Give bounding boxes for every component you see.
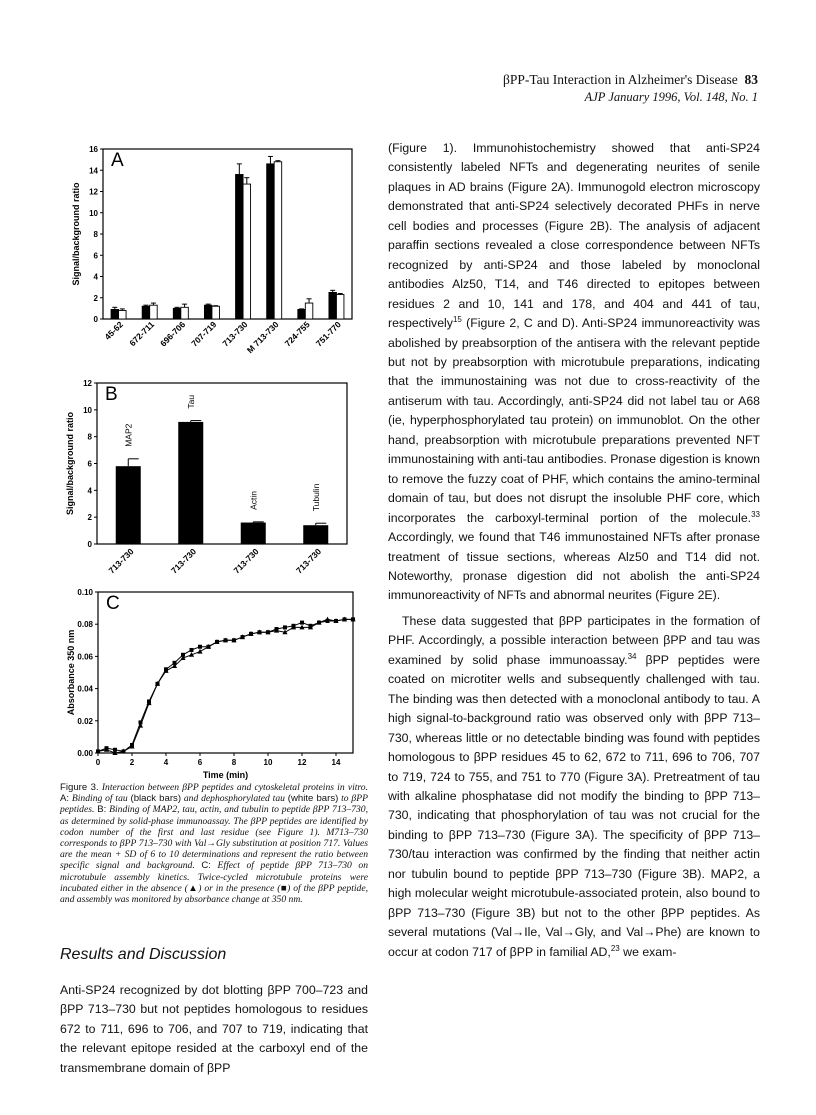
y-tick-label: 6 xyxy=(93,251,98,261)
bar xyxy=(116,466,141,544)
x-tick-label: 45-62 xyxy=(102,319,125,342)
bar xyxy=(142,306,150,319)
bar xyxy=(274,162,282,319)
y-tick-label: 10 xyxy=(89,208,98,218)
square-marker xyxy=(139,720,143,724)
x-tick-label: 713-730 xyxy=(220,319,250,349)
square-marker xyxy=(190,648,194,652)
section-heading: Results and Discussion xyxy=(60,946,227,963)
x-tick-label: 713-730 xyxy=(231,546,261,576)
y-tick-label: 6 xyxy=(87,459,92,469)
x-tick-label: 696-706 xyxy=(158,319,188,349)
x-tick-label: 6 xyxy=(197,758,203,767)
caption-panel-c: C: xyxy=(201,860,211,872)
square-marker xyxy=(258,630,262,634)
square-marker xyxy=(351,617,355,621)
caption-panel-b: B: xyxy=(97,804,107,816)
panel-label: A xyxy=(111,150,124,171)
y-tick-label: 0.02 xyxy=(77,716,93,726)
square-marker xyxy=(147,699,151,703)
x-tick-label: 12 xyxy=(297,758,307,767)
paragraph: Anti-SP24 recognized by dot blotting βPP 700–723 and βPP 713–730 but not peptides homologous to residues 672 to 711, 696 to 706, and 707 to 719, indicating that the relevant epitope resided at the carboxyl end of the transmembrane domain of βPP xyxy=(60,983,368,1075)
y-tick-label: 0.00 xyxy=(77,749,93,758)
square-marker xyxy=(105,746,109,750)
left-column-text xyxy=(60,981,368,1078)
y-tick-label: 8 xyxy=(87,432,92,442)
citation: 34 xyxy=(627,651,637,661)
square-marker xyxy=(300,621,304,625)
bar xyxy=(236,175,244,320)
y-tick-label: 0.10 xyxy=(77,588,93,597)
page-number: 83 xyxy=(744,72,758,87)
y-tick-label: 0 xyxy=(93,315,98,324)
square-marker xyxy=(181,653,185,657)
citation: 33 xyxy=(751,509,760,519)
x-tick-label: 672-711 xyxy=(127,319,157,349)
square-marker xyxy=(207,645,211,649)
plot-frame xyxy=(103,149,352,319)
x-tick-label: 751-770 xyxy=(313,319,343,349)
x-tick-label: M 713-730 xyxy=(244,319,281,356)
bar xyxy=(173,308,181,319)
x-tick-label: 2 xyxy=(129,758,135,767)
caption-text: Effect of peptide βPP 713–730 on microtubule assembly kinetics. Twice-cycled microtubule proteins were incubated either in the absence (▲) or in the presence (■) of the βPP peptide, and assembly was monitored by absorbance change at 350 nm. xyxy=(60,860,369,906)
bar xyxy=(303,525,328,544)
square-marker xyxy=(283,625,287,629)
y-axis-label: Signal/background ratio xyxy=(65,411,75,516)
bar xyxy=(181,307,189,319)
square-marker xyxy=(164,667,168,671)
square-marker xyxy=(317,621,321,625)
y-tick-label: 14 xyxy=(89,166,98,176)
y-tick-label: 10 xyxy=(83,405,92,415)
square-marker xyxy=(198,645,202,649)
triangle-marker xyxy=(197,649,202,654)
caption-black-bars: (black bars) xyxy=(130,793,182,805)
panel-label: C xyxy=(106,593,120,614)
bar xyxy=(241,523,266,544)
bar xyxy=(111,309,119,319)
square-marker xyxy=(113,748,117,752)
paragraph xyxy=(388,612,760,962)
caption-text: and dephosphorylated tau xyxy=(183,793,285,805)
y-tick-label: 12 xyxy=(83,379,92,388)
caption-white-bars: (white bars) xyxy=(287,793,339,805)
square-marker xyxy=(232,638,236,642)
caption-text: Binding of tau xyxy=(71,793,128,805)
bar-label: Actin xyxy=(248,490,259,510)
square-marker xyxy=(224,638,228,642)
caption-text: Interaction between βPP peptides and cytoskeletal proteins in vitro. xyxy=(101,782,368,793)
plot-frame xyxy=(98,592,353,753)
x-tick-label: 8 xyxy=(231,758,237,767)
square-marker xyxy=(96,749,100,753)
citation: 15 xyxy=(452,314,462,324)
journal-info: AJP January 1996, Vol. 148, No. 1 xyxy=(584,90,758,104)
right-column-text xyxy=(388,139,760,962)
y-axis-label: Absorbance 350 nm xyxy=(66,629,76,716)
caption-label: Figure 3. xyxy=(60,782,99,793)
bar xyxy=(267,164,275,319)
square-marker xyxy=(241,635,245,639)
citation: 23 xyxy=(610,943,620,953)
running-title: βPP-Tau Interaction in Alzheimer's Disease xyxy=(502,72,738,87)
text: (Figure 2, C and D). Anti-SP24 immunoreactivity was abolished by preabsorption of the antisera with the relevant peptide but not by preabsorption with microtubule preparations, indicating that the immunostaining was not due to cross-reactivity of the antiserum with tau. Accordingly, anti-SP24 did not label tau or A68 (ie, hyperphosphorylated tau protein) on immunoblot. On the other hand, preabsorption with microtubule preparations prevented NFT immunostaining with anti-tau antibodies. Pronase digestion is known to remove the fuzzy coat of PHF, which contains the amino-terminal domain of tau, but does not disrupt the insoluble PHF core, which incorporates the carboxyl-terminal portion of the molecule. xyxy=(388,316,760,525)
square-marker xyxy=(173,661,177,665)
x-tick-label: 0 xyxy=(95,758,101,767)
square-marker xyxy=(334,619,338,623)
y-tick-label: 8 xyxy=(93,230,98,239)
square-marker xyxy=(156,682,160,686)
square-marker xyxy=(275,627,279,631)
y-tick-label: 0.04 xyxy=(77,684,93,694)
bar-label: Tau xyxy=(185,394,196,409)
square-marker xyxy=(215,640,219,644)
bar xyxy=(119,311,127,320)
y-tick-label: 0.06 xyxy=(77,652,93,662)
square-marker xyxy=(292,624,296,628)
panel-label: B xyxy=(105,384,118,405)
square-marker xyxy=(326,619,330,623)
bar xyxy=(298,309,306,319)
text: These data suggested that βPP participates in the formation of PHF. Accordingly, a possible interaction between βPP and tau was examined by solid phase immunoassay. xyxy=(388,613,760,667)
caption-text: Binding of MAP2, tau, actin, and tubulin to peptide βPP 713–730, as determined by solid-phase immunoassay. The βPP peptides are identified by codon number of the first and last residue (see Figure 1). M713–730 corresponds to βPP 713–730 with Val→Gly substitution at position 717. Values are the mean + SD of 6 to 10 determinations and represent the ratio between specific signal and background. xyxy=(60,804,368,872)
caption-panel-a: A: xyxy=(60,793,70,805)
y-tick-label: 12 xyxy=(89,187,98,197)
square-marker xyxy=(266,630,270,634)
bar xyxy=(329,292,337,319)
text: we exam- xyxy=(619,944,677,959)
square-marker xyxy=(130,743,134,747)
y-tick-label: 16 xyxy=(89,145,98,154)
text: (Figure 1). Immunohistochemistry showed that anti-SP24 consistently labeled NFTs and degenerating neurites of senile plaques in AD brains (Figure 2A). Immunogold electron microscopy demonstrated that anti-SP24 selectively decorated PHFs in nerve cell bodies and processes (Figure 2B). The analysis of adjacent paraffin sections revealed a close correspondence between NFTs recognized by anti-SP24 and those labeled by monoclonal antibodies Alz50, T14, and T46 directed to epitopes between residues 2 and 10, 141 and 178, and 404 and 441 of tau, respectively xyxy=(388,141,760,331)
paragraph xyxy=(388,139,760,606)
square-marker xyxy=(122,749,126,753)
square-marker xyxy=(343,617,347,621)
bar xyxy=(204,305,212,319)
x-tick-label: 724-755 xyxy=(282,319,312,349)
bar xyxy=(178,422,203,544)
bar xyxy=(150,305,158,319)
x-tick-label: 14 xyxy=(331,758,341,767)
x-tick-label: 713-730 xyxy=(169,546,199,576)
bar xyxy=(336,295,344,319)
x-tick-label: 10 xyxy=(263,758,273,767)
y-tick-label: 4 xyxy=(93,272,98,282)
y-tick-label: 0.08 xyxy=(77,620,93,630)
x-axis-label: Time (min) xyxy=(202,770,249,780)
x-tick-label: 4 xyxy=(163,758,169,767)
x-tick-label: 707-719 xyxy=(189,319,219,349)
y-tick-label: 2 xyxy=(93,293,98,303)
text: βPP peptides were coated on microtiter wells and subsequently challenged with tau. The binding was then detected with a monoclonal antibody to tau. A high signal-to-background ratio was observed only with βPP 713–730, whereas little or no detectable binding was found with peptides homologous to βPP residues 45 to 62, 672 to 711, 696 to 706, 707 to 719, 724 to 755, and 751 to 770 (Figure 3A). Pretreatment of tau with alkaline phosphatase did not modify the binding to βPP 713–730, indicating that phosphorylation of tau was not crucial for the binding to βPP 713–730 (Figure 3A). The specificity of βPP 713–730/tau interaction was confirmed by the finding that neither actin nor tubulin bound to peptide βPP 713–730 (Figure 3B). MAP2, a high molecular weight microtubule-associated protein, also bound to βPP 713–730 (Figure 3B) but not to the other βPP peptides. As several mutations (Val→Ile, Val→Gly, and Val→Phe) are known to occur at codon 717 of βPP in familial AD, xyxy=(388,652,760,959)
square-marker xyxy=(249,632,253,636)
y-tick-label: 0 xyxy=(87,540,92,549)
square-marker xyxy=(309,624,313,628)
bar xyxy=(305,303,313,319)
y-tick-label: 2 xyxy=(87,513,92,523)
text: Accordingly, we found that T46 immunostained NFTs after pronase treatment of tissue sections, whereas Alz50 and T14 did not. Noteworthy, pronase digestion did not abolish the anti-SP24 immunoreactivity of NFTs and abnormal neurites (Figure 2E). xyxy=(388,530,760,603)
caption-text: to βPP peptides. xyxy=(60,793,368,816)
bar-label: Tubulin xyxy=(310,483,321,512)
figure-caption xyxy=(60,782,368,905)
bar xyxy=(212,306,220,319)
x-tick-label: 713-730 xyxy=(294,546,324,576)
y-axis-label: Signal/background ratio xyxy=(71,182,81,286)
bar-label: MAP2 xyxy=(123,423,134,447)
x-tick-label: 713-730 xyxy=(106,546,136,576)
bar xyxy=(243,184,251,319)
y-tick-label: 4 xyxy=(87,486,92,496)
